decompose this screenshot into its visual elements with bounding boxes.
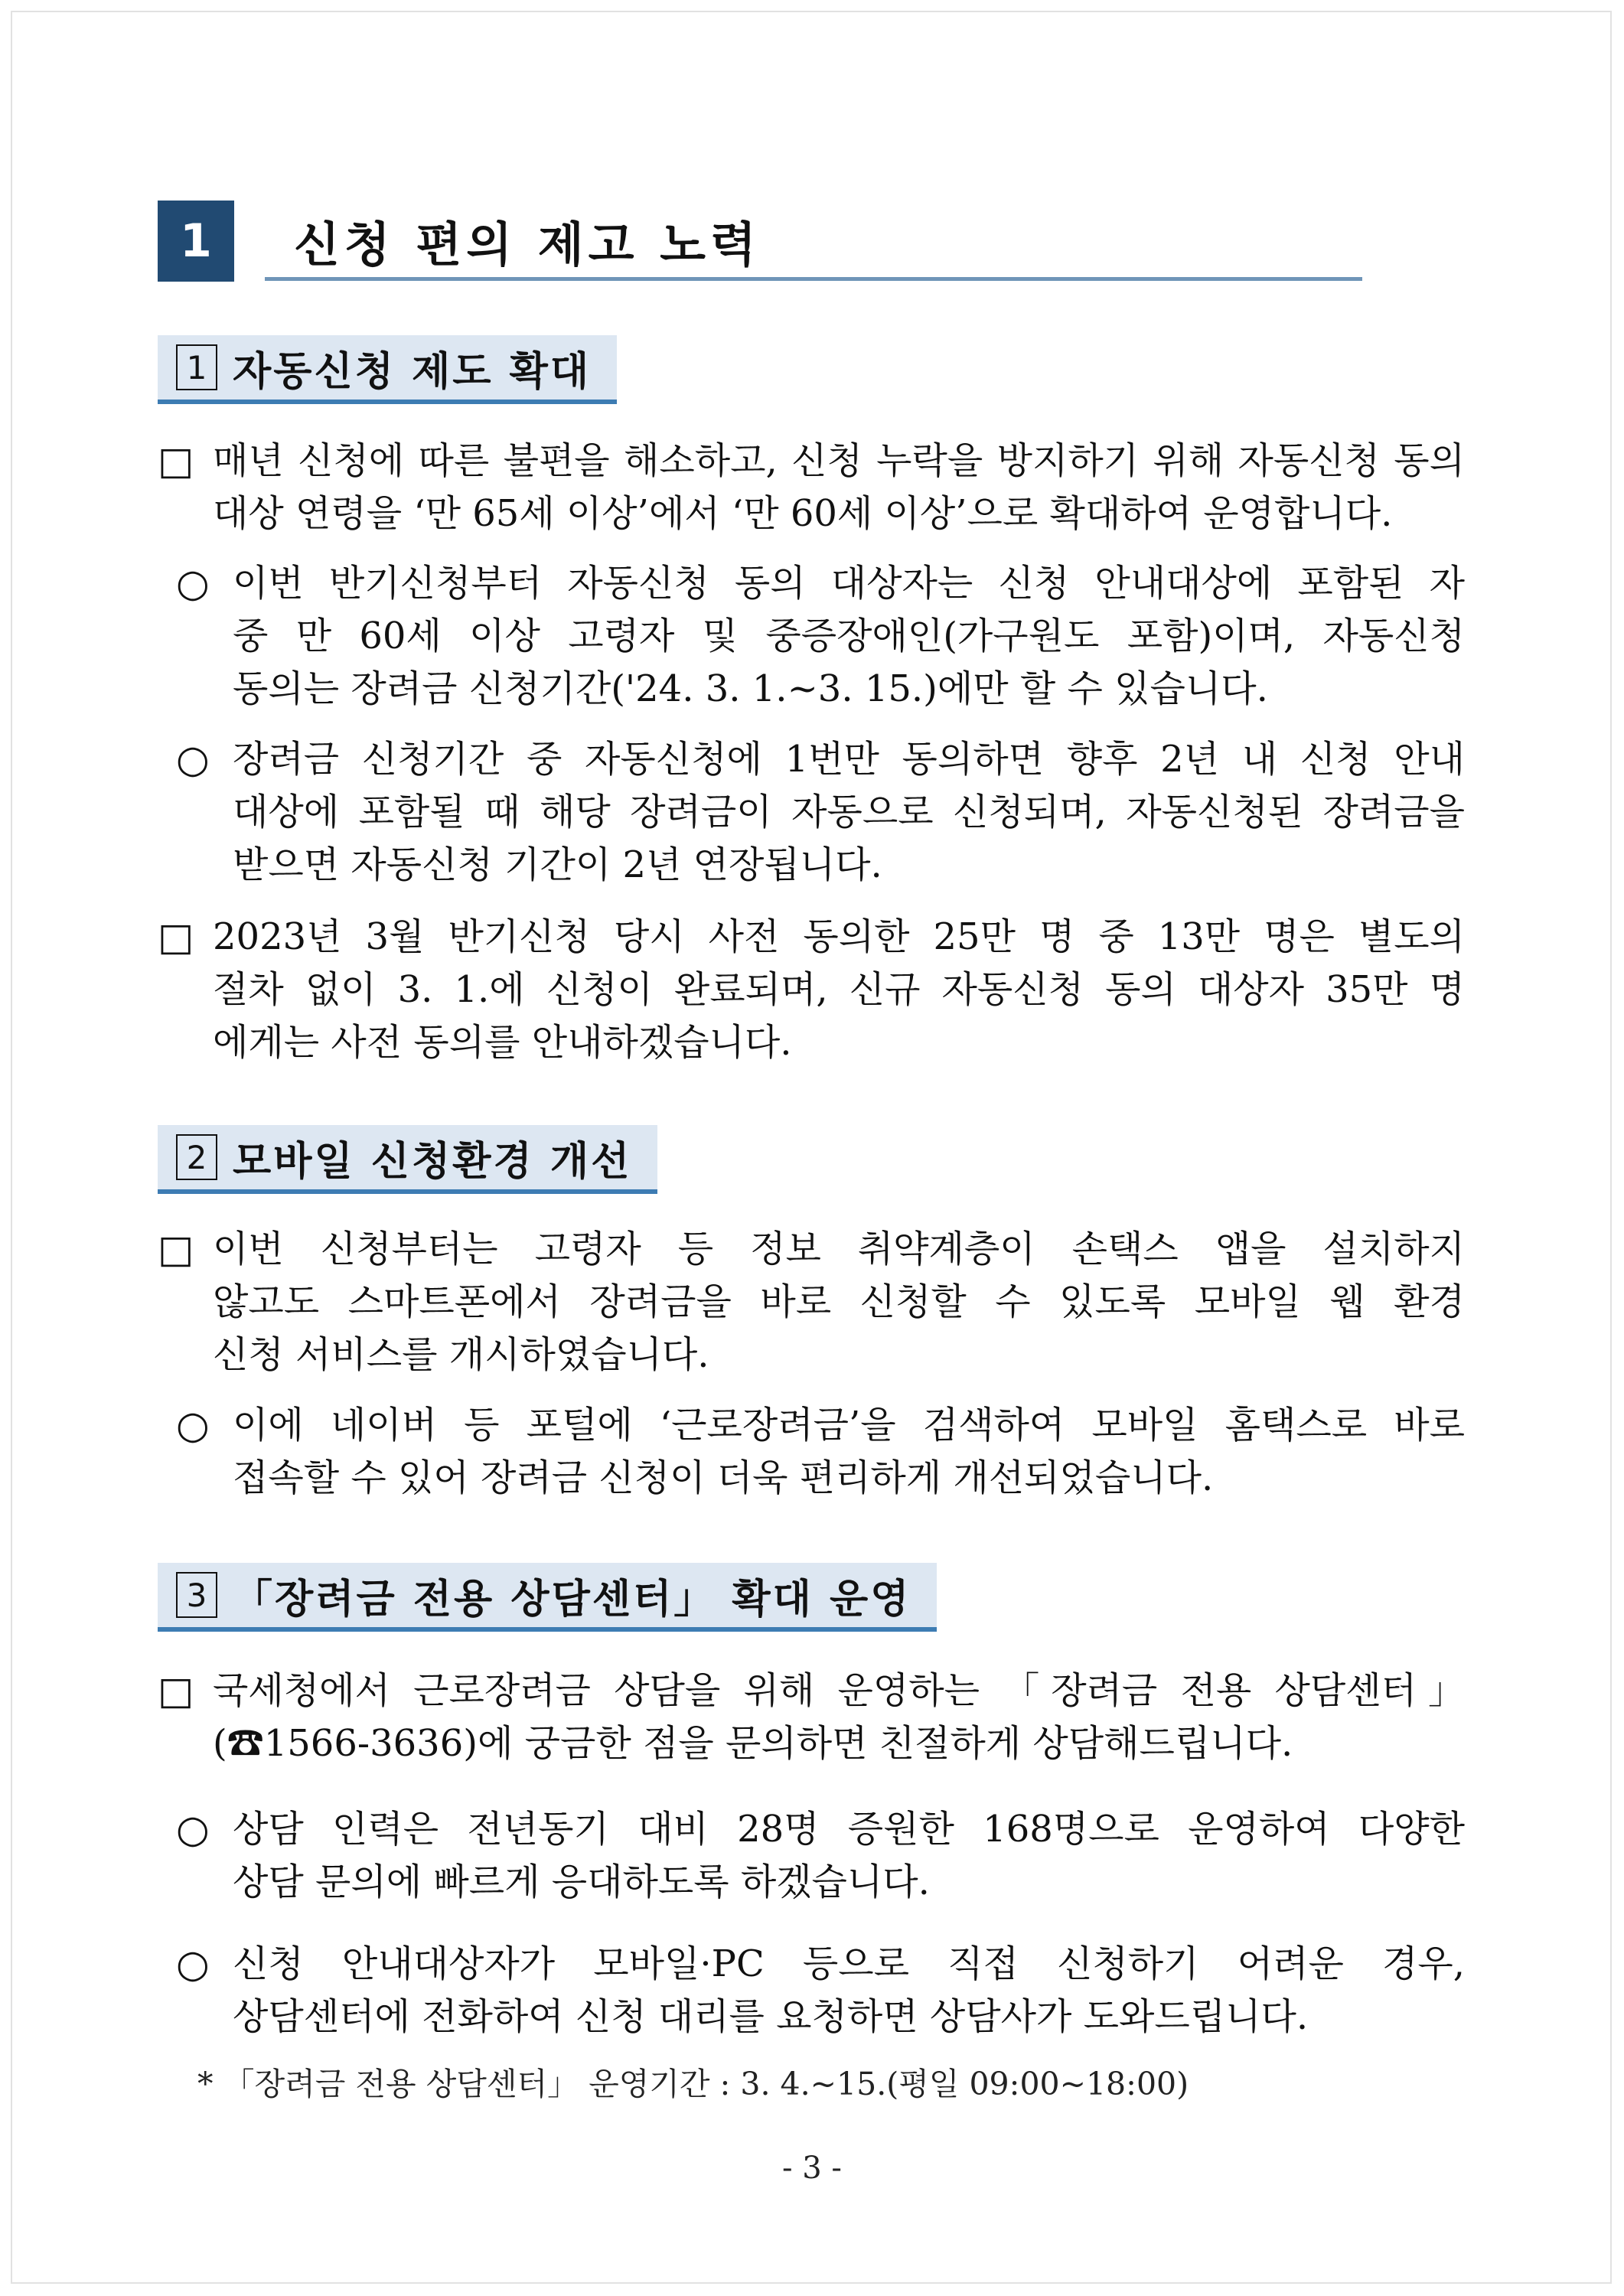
circle-bullet: ○ (176, 561, 210, 605)
text-line: 이번 반기신청부터 자동신청 동의 대상자는 신청 안내대상에 포함된 자 (233, 562, 1465, 605)
text-line: 이번 신청부터는 고령자 등 정보 취약계층이 손택스 앱을 설치하지 (213, 1228, 1465, 1270)
section-number-2: 2 (176, 1134, 217, 1180)
section-title-1: 자동신청 제도 확대 (233, 348, 592, 395)
paragraph-auto-apply-expansion (213, 435, 1465, 540)
text-line: 동의는 장려금 신청기간('24. 3. 1.~3. 15.)에만 할 수 있습니다. (233, 667, 1268, 710)
paragraph-prior-consent (213, 911, 1465, 1069)
square-bullet: □ (158, 1227, 194, 1271)
text-line: 2023년 3월 반기신청 당시 사전 동의한 25만 명 중 13만 명은 별도의 (213, 915, 1465, 958)
text-line: 않고도 스마트폰에서 장려금을 바로 신청할 수 있도록 모바일 웹 환경 (213, 1280, 1465, 1323)
text-line: (☎1566-3636)에 궁금한 점을 문의하면 친절하게 상담해드립니다. (213, 1722, 1293, 1765)
paragraph-mobile-web (213, 1223, 1465, 1381)
footnote-text: 「장려금 전용 상담센터」 운영기간 : 3. 4.~15.(평일 09:00~18:00) (223, 2066, 1189, 2102)
paragraph-auto-apply-target (233, 557, 1465, 716)
text-line: 중 만 60세 이상 고령자 및 중증장애인(가구원도 포함)이며, 자동신청 (233, 615, 1465, 657)
circle-bullet: ○ (176, 1942, 210, 1986)
paragraph-call-center (213, 1665, 1465, 1770)
text-line: 대상 연령을 ‘만 65세 이상’에서 ‘만 60세 이상’으로 확대하여 운영합니다. (213, 492, 1393, 535)
paragraph-staff-increase (233, 1803, 1465, 1909)
text-line: 에게는 사전 동의를 안내하겠습니다. (213, 1021, 792, 1064)
paragraph-portal-search (233, 1399, 1465, 1505)
text-line: 신청 안내대상자가 모바일·PC 등으로 직접 신청하기 어려운 경우, (233, 1942, 1465, 1985)
footnote-marker: * (197, 2066, 214, 2102)
text-line: 받으면 자동신청 기간이 2년 연장됩니다. (233, 843, 882, 886)
section-heading-2 (158, 1125, 657, 1194)
square-bullet: □ (158, 1668, 194, 1713)
text-line: 신청 서비스를 개시하였습니다. (213, 1333, 709, 1376)
text-line: 국세청에서 근로장려금 상담을 위해 운영하는 「장려금 전용 상담센터」 (213, 1669, 1465, 1712)
text-line: 대상에 포함될 때 해당 장려금이 자동으로 신청되며, 자동신청된 장려금을 (233, 791, 1465, 833)
section-heading-3 (158, 1563, 937, 1632)
footnote (197, 2059, 1189, 2104)
section-number-3: 3 (176, 1572, 217, 1618)
text-line: 매년 신청에 따른 불편을 해소하고, 신청 누락을 방지하기 위해 자동신청 동의 (213, 439, 1465, 482)
text-line: 접속할 수 있어 장려금 신청이 더욱 편리하게 개선되었습니다. (233, 1456, 1214, 1499)
circle-bullet: ○ (176, 1807, 210, 1851)
text-line: 상담 문의에 빠르게 응대하도록 하겠습니다. (233, 1861, 930, 1903)
paragraph-auto-apply-extension (233, 733, 1465, 892)
chapter-title: 신청 편의 제고 노력 (294, 217, 761, 272)
text-line: 상담 인력은 전년동기 대비 28명 증원한 168명으로 운영하여 다양한 (233, 1808, 1465, 1851)
section-title-2: 모바일 신청환경 개선 (233, 1138, 632, 1185)
circle-bullet: ○ (176, 1403, 210, 1447)
section-number-1: 1 (176, 344, 217, 390)
paragraph-proxy-application (233, 1938, 1465, 2043)
text-line: 절차 없이 3. 1.에 신청이 완료되며, 신규 자동신청 동의 대상자 35만 명 (213, 968, 1465, 1011)
page-number: - 3 - (782, 2151, 842, 2186)
text-line: 상담센터에 전화하여 신청 대리를 요청하면 상담사가 도와드립니다. (233, 1995, 1309, 2038)
circle-bullet: ○ (176, 737, 210, 781)
section-title-3: 「장려금 전용 상담센터」 확대 운영 (233, 1576, 911, 1623)
text-line: 장려금 신청기간 중 자동신청에 1번만 동의하면 향후 2년 내 신청 안내 (233, 738, 1465, 781)
square-bullet: □ (158, 439, 194, 483)
chapter-number-box: 1 (158, 201, 234, 282)
chapter-underline (265, 277, 1362, 281)
text-line: 이에 네이버 등 포털에 ‘근로장려금’을 검색하여 모바일 홈택스로 바로 (233, 1404, 1465, 1446)
section-heading-1 (158, 335, 617, 404)
square-bullet: □ (158, 915, 194, 959)
